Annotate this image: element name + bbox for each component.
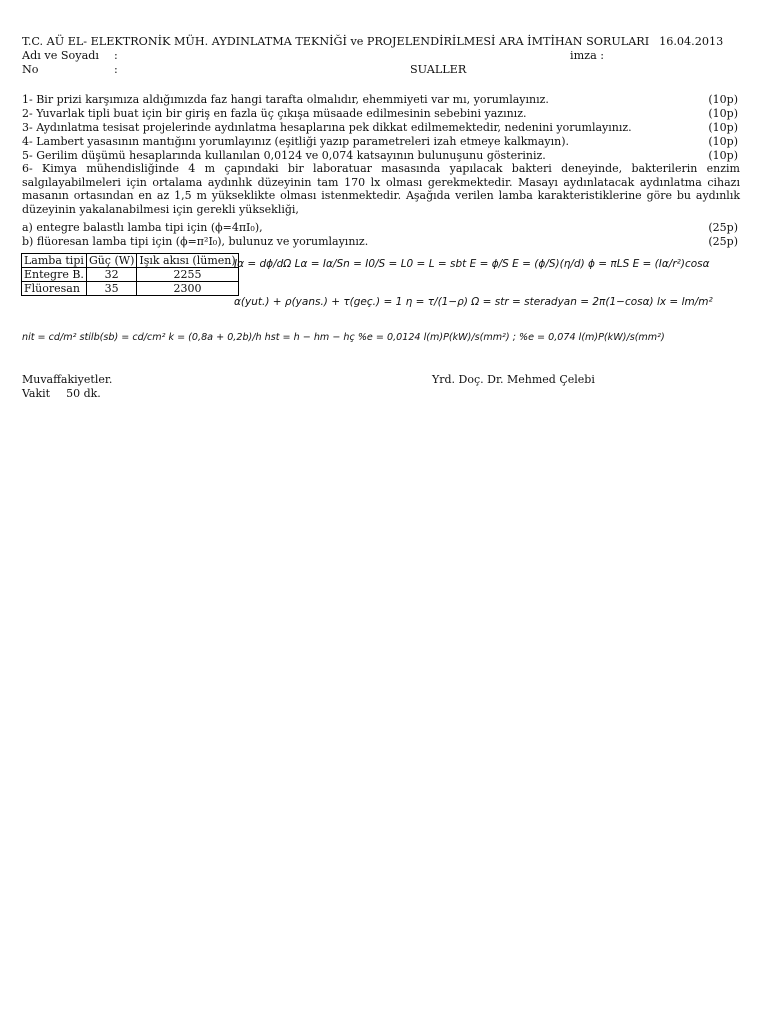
question-5 (22, 149, 740, 163)
exam-date: 16.04.2013 (659, 35, 724, 48)
table-header-row (22, 254, 239, 268)
question-1 (22, 93, 740, 107)
table-header-cell: Işık akısı (lümen) (137, 254, 238, 268)
question-text: 5- Gerilim düşümü hesaplarında kullanılan 0,0124 ve 0,074 katsayının bulunuşunu gösteriniz. (22, 149, 546, 162)
exam-title: T.C. AÜ EL- ELEKTRONİK MÜH. AYDINLATMA TEKNİĞİ ve PROJELENDİRİLMESİ ARA İMTİHAN SORULARI (22, 35, 650, 48)
table-row (22, 268, 239, 282)
question-6a-points: (25p) (708, 221, 738, 234)
table-header-cell: Lamba tipi (22, 254, 87, 268)
question-6b (22, 235, 740, 249)
question-text: 2- Yuvarlak tipli buat için bir giriş en fazla üç çıkışa müsaade edilmesinin sebebini yazınız. (22, 107, 527, 120)
table-cell: Entegre B. (22, 268, 87, 282)
question-6a-text: a) entegre balastlı lamba tipi için (ϕ=4πI₀), (22, 221, 263, 234)
question-points: (10p) (708, 93, 738, 106)
formula-row-3: nit = cd/m² stilb(sb) = cd/cm² k = (0,8a + 0,2b)/h hst = h − hm − hç %e = 0,0124 l(m)P(kW)/s(mm²) ; %e = 0,074 l(m)P(kW)/s(mm²) (22, 332, 665, 343)
question-3 (22, 121, 740, 135)
table-cell: 2300 (137, 282, 238, 296)
number-line (22, 63, 742, 77)
name-line (22, 49, 742, 63)
question-4 (22, 135, 740, 149)
number-label: No (22, 63, 39, 76)
footer-wish: Muvaffakiyetler. (22, 373, 113, 386)
table-cell: 32 (86, 268, 136, 282)
table-header-cell: Güç (W) (86, 254, 136, 268)
signature-label: imza : (570, 49, 605, 62)
name-colon: : (114, 49, 118, 62)
table-row (22, 282, 239, 296)
formula-row-1: Iα = dϕ/dΩ Lα = Iα/Sn = I0/S = L0 = L = sbt E = ϕ/S E = (ϕ/S)(η/d) ϕ = πLS E = (Iα/r²)cosα (234, 258, 710, 270)
table-cell: 2255 (137, 268, 238, 282)
question-6b-text: b) flüoresan lamba tipi için (ϕ=π²I₀), bulunuz ve yorumlayınız. (22, 235, 369, 248)
table-cell: Flüoresan (22, 282, 87, 296)
table-cell: 35 (86, 282, 136, 296)
question-2 (22, 107, 740, 121)
question-6-text: 6- Kimya mühendisliğinde 4 m çapındaki bir laboratuar masasında yapılacak bakteri deneyinde, bakterilerin enzim salgılayabilmeleri için ortalama aydınlık düzeyinin tam 170 lx olması gerekmektedir. Masayı aydınlatacak aydınlatma cihazı masanın ortasından en az 1,5 m yükseklikte olması istenmektedir. Aşağıda verilen lamba karakteristiklerine göre bu aydınlık düzeyinin yakalanabilmesi için gerekli yüksekliği, (22, 162, 740, 216)
time-value: 50 dk. (66, 387, 101, 400)
footer-time (22, 387, 101, 401)
exam-title-line (22, 35, 723, 49)
number-colon: : (114, 63, 118, 76)
question-6a (22, 221, 740, 235)
question-points: (10p) (708, 149, 738, 162)
question-points: (10p) (708, 135, 738, 148)
formula-row-2: α(yut.) + ρ(yans.) + τ(geç.) = 1 η = τ/(1−ρ) Ω = str = steradyan = 2π(1−cosα) lx = lm/m² (234, 296, 713, 308)
question-text: 3- Aydınlatma tesisat projelerinde aydınlatma hesaplarına pek dikkat edilmemektedir, nedenini yorumlayınız. (22, 121, 632, 134)
question-points: (10p) (708, 121, 738, 134)
name-label: Adı ve Soyadı (22, 49, 100, 62)
author: Yrd. Doç. Dr. Mehmed Çelebi (432, 373, 595, 386)
question-points: (10p) (708, 107, 738, 120)
question-6b-points: (25p) (708, 235, 738, 248)
question-text: 1- Bir prizi karşımıza aldığımızda faz hangi tarafta olmalıdır, ehemmiyeti var mı, yorumlayınız. (22, 93, 549, 106)
time-label: Vakit (22, 387, 51, 400)
lamp-table (21, 253, 239, 296)
question-text: 4- Lambert yasasının mantığını yorumlayınız (eşitliği yazıp parametreleri izah etmeye kalkmayın). (22, 135, 570, 148)
section-title: SUALLER (410, 63, 467, 76)
